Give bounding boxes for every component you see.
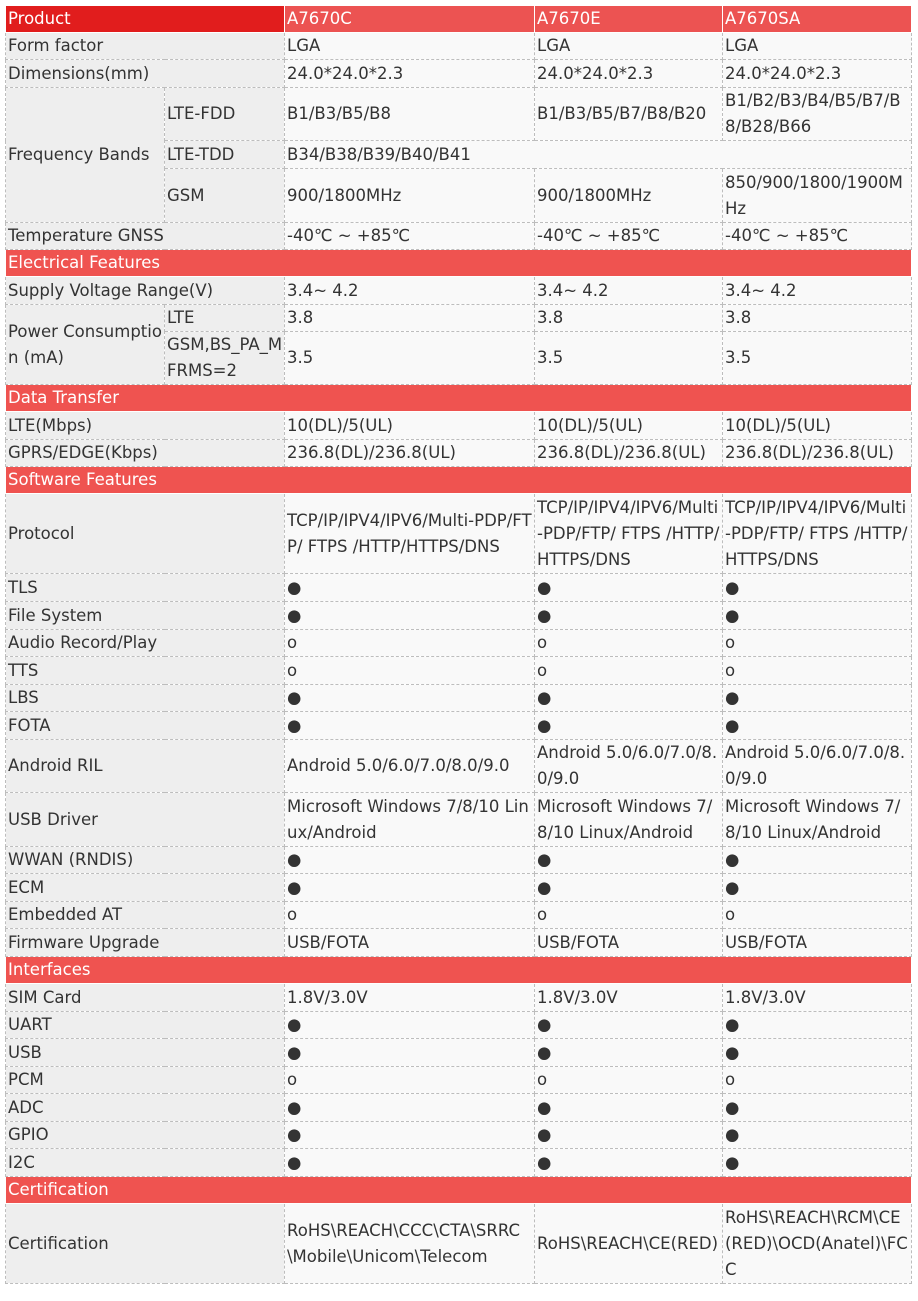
cell: 3.8 (285, 305, 535, 332)
section-software (6, 467, 912, 494)
cell: o (723, 1067, 912, 1094)
cell: ● (285, 847, 535, 874)
cell: ● (535, 1122, 723, 1149)
cell: USB/FOTA (535, 929, 723, 957)
row-android-ril (6, 740, 912, 793)
row-usb (6, 1039, 912, 1067)
row-tts (6, 657, 912, 685)
cell: ● (723, 1012, 912, 1039)
cell: -40℃ ~ +85℃ (285, 223, 535, 250)
cell: TCP/IP/IPV4/IPV6/Multi-PDP/FTP/ FTPS /HTTP/HTTPS/DNS (723, 494, 912, 574)
cell: B1/B3/B5/B8 (285, 88, 535, 141)
cell: -40℃ ~ +85℃ (535, 223, 723, 250)
label-ecm: ECM (6, 874, 285, 902)
cell: B1/B3/B5/B7/B8/B20 (535, 88, 723, 141)
label-power-gsm: GSM,BS_PA_MFRMS=2 (165, 332, 285, 385)
cell: RoHS\REACH\CCC\CTA\SRRC\Mobile\Unicom\Telecom (285, 1204, 535, 1284)
cell: o (285, 1067, 535, 1094)
cell: LGA (723, 33, 912, 60)
row-pcm (6, 1067, 912, 1094)
cell: o (723, 657, 912, 685)
row-audio (6, 630, 912, 657)
label-gsm: GSM (165, 169, 285, 223)
row-wwan (6, 847, 912, 874)
label-certification: Certification (6, 1204, 285, 1284)
label-uart: UART (6, 1012, 285, 1039)
cell: Android 5.0/6.0/7.0/8.0/9.0 (723, 740, 912, 793)
cell: USB/FOTA (723, 929, 912, 957)
cell: -40℃ ~ +85℃ (723, 223, 912, 250)
label-android-ril: Android RIL (6, 740, 285, 793)
cell: ● (723, 1039, 912, 1067)
label-tts: TTS (6, 657, 285, 685)
label-protocol: Protocol (6, 494, 285, 574)
row-ecm (6, 874, 912, 902)
cell: 236.8(DL)/236.8(UL) (285, 440, 535, 467)
label-i2c: I2C (6, 1149, 285, 1177)
cell: 24.0*24.0*2.3 (285, 60, 535, 88)
label-usb: USB (6, 1039, 285, 1067)
cell: ● (723, 685, 912, 712)
cell: B1/B2/B3/B4/B5/B7/B8/B28/B66 (723, 88, 912, 141)
section-title: Certification (6, 1177, 912, 1204)
cell: ● (285, 1094, 535, 1122)
cell: 10(DL)/5(UL) (723, 412, 912, 440)
cell: o (535, 902, 723, 929)
cell: 1.8V/3.0V (285, 984, 535, 1012)
label-form-factor: Form factor (6, 33, 285, 60)
section-electrical (6, 250, 912, 277)
label-audio: Audio Record/Play (6, 630, 285, 657)
cell: RoHS\REACH\RCM\CE(RED)\OCD(Anatel)\FCC (723, 1204, 912, 1284)
row-i2c (6, 1149, 912, 1177)
cell: ● (723, 847, 912, 874)
label-fota: FOTA (6, 712, 285, 740)
label-tls: TLS (6, 574, 285, 602)
row-form-factor (6, 33, 912, 60)
label-supply-voltage: Supply Voltage Range(V) (6, 277, 285, 305)
header-a7670sa: A7670SA (723, 6, 912, 33)
row-embedded-at (6, 902, 912, 929)
row-temperature (6, 223, 912, 250)
label-lte-speed: LTE(Mbps) (6, 412, 285, 440)
cell: 3.5 (723, 332, 912, 385)
section-title: Interfaces (6, 957, 912, 984)
cell: ● (285, 1122, 535, 1149)
label-lte-fdd: LTE-FDD (165, 88, 285, 141)
cell: 900/1800MHz (285, 169, 535, 223)
cell: 10(DL)/5(UL) (285, 412, 535, 440)
row-fota (6, 712, 912, 740)
row-lte-speed (6, 412, 912, 440)
cell: 1.8V/3.0V (723, 984, 912, 1012)
label-firmware: Firmware Upgrade (6, 929, 285, 957)
cell: 3.8 (723, 305, 912, 332)
label-embedded-at: Embedded AT (6, 902, 285, 929)
cell: ● (723, 602, 912, 630)
cell: B34/B38/B39/B40/B41 (285, 141, 912, 169)
cell: o (535, 1067, 723, 1094)
label-frequency-bands: Frequency Bands (6, 88, 165, 223)
cell: Android 5.0/6.0/7.0/8.0/9.0 (285, 740, 535, 793)
cell: 3.5 (285, 332, 535, 385)
label-pcm: PCM (6, 1067, 285, 1094)
cell: ● (535, 1039, 723, 1067)
cell: ● (723, 574, 912, 602)
cell: USB/FOTA (285, 929, 535, 957)
cell: o (285, 902, 535, 929)
cell: o (535, 630, 723, 657)
cell: ● (535, 685, 723, 712)
cell: 900/1800MHz (535, 169, 723, 223)
cell: Microsoft Windows 7/8/10 Linux/Android (535, 793, 723, 847)
cell: ● (535, 712, 723, 740)
row-dimensions (6, 60, 912, 88)
cell: 10(DL)/5(UL) (535, 412, 723, 440)
cell: o (535, 657, 723, 685)
row-sim (6, 984, 912, 1012)
cell: ● (535, 1149, 723, 1177)
cell: Android 5.0/6.0/7.0/8.0/9.0 (535, 740, 723, 793)
cell: TCP/IP/IPV4/IPV6/Multi-PDP/FTP/ FTPS /HTTP/HTTPS/DNS (285, 494, 535, 574)
cell: ● (723, 874, 912, 902)
cell: ● (535, 847, 723, 874)
row-gpio (6, 1122, 912, 1149)
cell: ● (285, 1149, 535, 1177)
cell: 3.5 (535, 332, 723, 385)
row-power-lte (6, 305, 912, 332)
cell: o (723, 630, 912, 657)
row-file-system (6, 602, 912, 630)
cell: ● (285, 712, 535, 740)
header-a7670c: A7670C (285, 6, 535, 33)
cell: ● (535, 574, 723, 602)
cell: o (285, 630, 535, 657)
cell: ● (285, 1039, 535, 1067)
cell: ● (535, 874, 723, 902)
cell: ● (285, 685, 535, 712)
cell: 850/900/1800/1900MHz (723, 169, 912, 223)
header-row (6, 6, 912, 33)
cell: TCP/IP/IPV4/IPV6/Multi-PDP/FTP/ FTPS /HTTP/HTTPS/DNS (535, 494, 723, 574)
section-interfaces (6, 957, 912, 984)
row-protocol (6, 494, 912, 574)
row-uart (6, 1012, 912, 1039)
cell: 3.4~ 4.2 (535, 277, 723, 305)
cell: 3.8 (535, 305, 723, 332)
label-temperature: Temperature GNSS (6, 223, 285, 250)
label-usb-driver: USB Driver (6, 793, 285, 847)
cell: 1.8V/3.0V (535, 984, 723, 1012)
section-data-transfer (6, 385, 912, 412)
section-title: Software Features (6, 467, 912, 494)
row-lte-fdd (6, 88, 912, 141)
label-power-consumption: Power Consumption (mA) (6, 305, 165, 385)
cell: ● (285, 874, 535, 902)
cell: 236.8(DL)/236.8(UL) (535, 440, 723, 467)
label-file-system: File System (6, 602, 285, 630)
row-certification (6, 1204, 912, 1284)
label-power-lte: LTE (165, 305, 285, 332)
label-dimensions: Dimensions(mm) (6, 60, 285, 88)
section-title: Data Transfer (6, 385, 912, 412)
label-wwan: WWAN (RNDIS) (6, 847, 285, 874)
header-product: Product (6, 6, 285, 33)
cell: ● (723, 712, 912, 740)
row-supply-voltage (6, 277, 912, 305)
cell: ● (723, 1122, 912, 1149)
section-certification (6, 1177, 912, 1204)
cell: LGA (285, 33, 535, 60)
cell: 3.4~ 4.2 (723, 277, 912, 305)
cell: o (285, 657, 535, 685)
row-tls (6, 574, 912, 602)
cell: ● (285, 1012, 535, 1039)
cell: ● (535, 602, 723, 630)
section-title: Electrical Features (6, 250, 912, 277)
header-a7670e: A7670E (535, 6, 723, 33)
cell: ● (723, 1094, 912, 1122)
row-usb-driver (6, 793, 912, 847)
label-gprs-speed: GPRS/EDGE(Kbps) (6, 440, 285, 467)
cell: 236.8(DL)/236.8(UL) (723, 440, 912, 467)
label-lte-tdd: LTE-TDD (165, 141, 285, 169)
cell: 24.0*24.0*2.3 (535, 60, 723, 88)
row-gprs-speed (6, 440, 912, 467)
row-adc (6, 1094, 912, 1122)
label-adc: ADC (6, 1094, 285, 1122)
cell: ● (535, 1012, 723, 1039)
cell: RoHS\REACH\CE(RED) (535, 1204, 723, 1284)
label-sim: SIM Card (6, 984, 285, 1012)
cell: 3.4~ 4.2 (285, 277, 535, 305)
cell: LGA (535, 33, 723, 60)
cell: 24.0*24.0*2.3 (723, 60, 912, 88)
cell: ● (535, 1094, 723, 1122)
spec-table (5, 5, 912, 1284)
cell: Microsoft Windows 7/8/10 Linux/Android (723, 793, 912, 847)
cell: ● (285, 602, 535, 630)
label-lbs: LBS (6, 685, 285, 712)
cell: ● (285, 574, 535, 602)
cell: ● (723, 1149, 912, 1177)
row-lbs (6, 685, 912, 712)
cell: Microsoft Windows 7/8/10 Linux/Android (285, 793, 535, 847)
row-firmware (6, 929, 912, 957)
cell: o (723, 902, 912, 929)
label-gpio: GPIO (6, 1122, 285, 1149)
